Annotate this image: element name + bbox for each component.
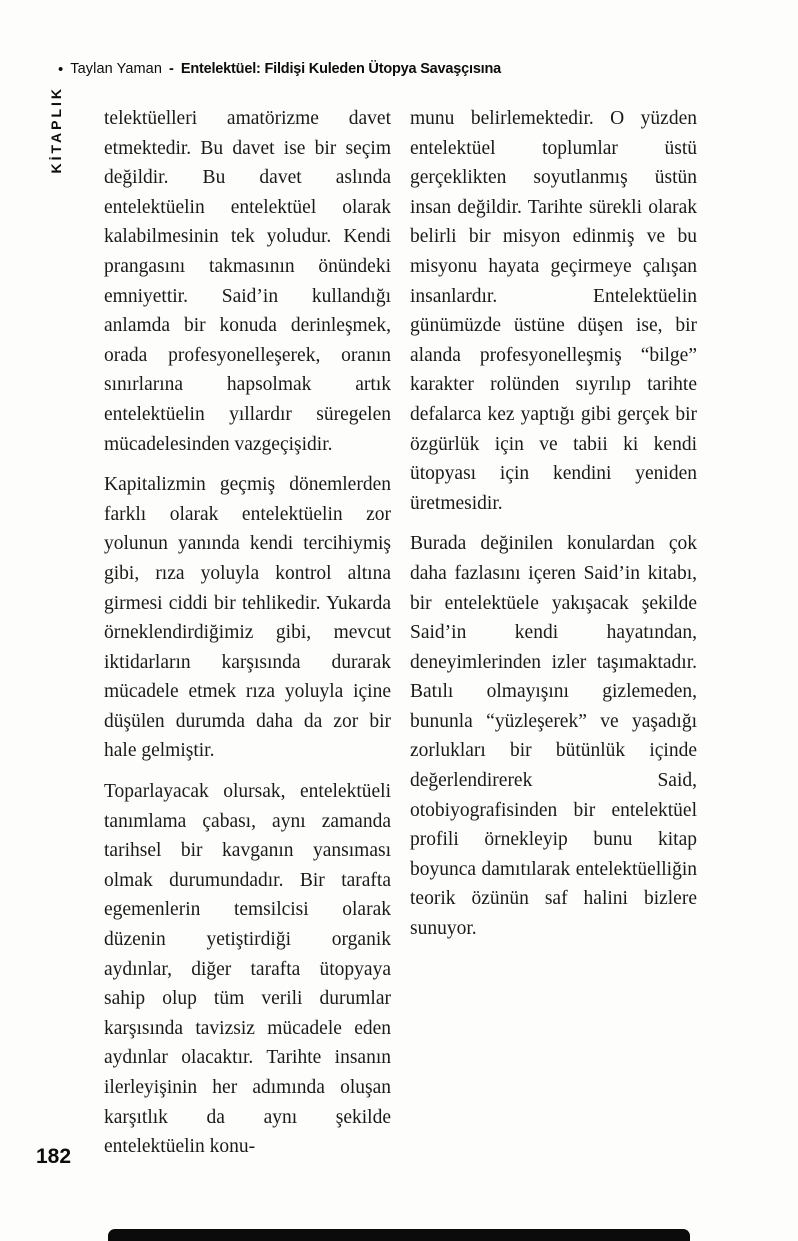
right-column [410,104,697,1173]
bullet-icon: • [58,61,64,78]
text-columns [104,104,698,1173]
header-author: Taylan Yaman [70,61,163,77]
header-separator: - [169,61,174,77]
paragraph: Burada değinilen konulardan çok daha fazlasını içeren Said’in kitabı, bir entelektüele yakışacak şekilde Said’in kendi hayatından, deneyimlerinden izler taşımaktadır. Batılı olmayışını gizlemeden, bununla “yüzleşerek” ve yaşadığı zorlukları bir bütünlük içinde değerlendirerek Said, otobiyografisinden bir entelektüel profili örnekleyip bunu kitap boyunca damıtılarak entelektüelliğin teorik özünün saf halini bizlere sunuyor. [410,533,697,940]
paragraph: Kapitalizmin geçmiş dönemlerden farklı olarak entelektüelin zor yolunun yanında kendi tercihiymiş gibi, rıza yoluyla kontrol altına girmesi ciddi bir tehlikedir. Yukarda örneklendirdiğimiz gibi, mevcut iktidarların karşısında durarak mücadele etmek rıza yoluyla içine düşülen durumda daha da zor bir hale gelmiştir. [104,474,391,762]
left-column [104,104,391,1173]
section-label-kitaplik: KİTAPLIK [48,86,64,174]
next-page-edge [108,1229,690,1241]
paragraph-continuation: munu belirlemektedir. O yüzden entelektüel toplumlar üstü gerçeklikten soyutlanmış üstün insan değildir. Tarihte sürekli olarak belirli bir misyon edinmiş ve bu misyonu hayata geçirmeye çalışan insanlardır. Entelektüelin günümüzde üstüne düşen ise, bir alanda profesyonelleşmiş “bilge” karakter rolünden sıyrılıp tarihte defalarca kez yaptığı gibi gerçek bir özgürlük için ve tabii ki kendi ütopyası için kendini yeniden üretmesidir. [410,108,697,514]
header-article-title: Entelektüel: Fildişi Kuleden Ütopya Savaşçısına [180,61,502,77]
paragraph-continuation: telektüelleri amatörizme davet etmektedir. Bu davet ise bir seçim değildir. Bu davet aslında entelektüelin entelektüel olarak kalabilmesinin tek yoludur. Kendi prangasını takmasının önündeki emniyettir. Said’in kullandığı anlamda bir konuda derinleşmek, orada profesyonelleşerek, oranın sınırlarına hapsolmak artık entelektüelin yıllardır süregelen mücadelesinden vazgeçişidir. [104,108,391,455]
paragraph: Toparlayacak olursak, entelektüeli tanımlama çabası, aynı zamanda tarihsel bir kavganın yansıması olmak durumundadır. Bir tarafta egemenlerin temsilcisi olarak düzenin yetiştirdiği organik aydınlar, diğer tarafta ütopyaya sahip olup tüm verili durumlar karşısında tavizsiz mücadele eden aydınlar olacaktır. Tarihte insanın ilerleyişinin her adımında oluşan karşıtlık da aynı şekilde entelektüelin konu- [104,781,391,1158]
page-number: 182 [36,1145,72,1168]
running-header [58,61,501,77]
